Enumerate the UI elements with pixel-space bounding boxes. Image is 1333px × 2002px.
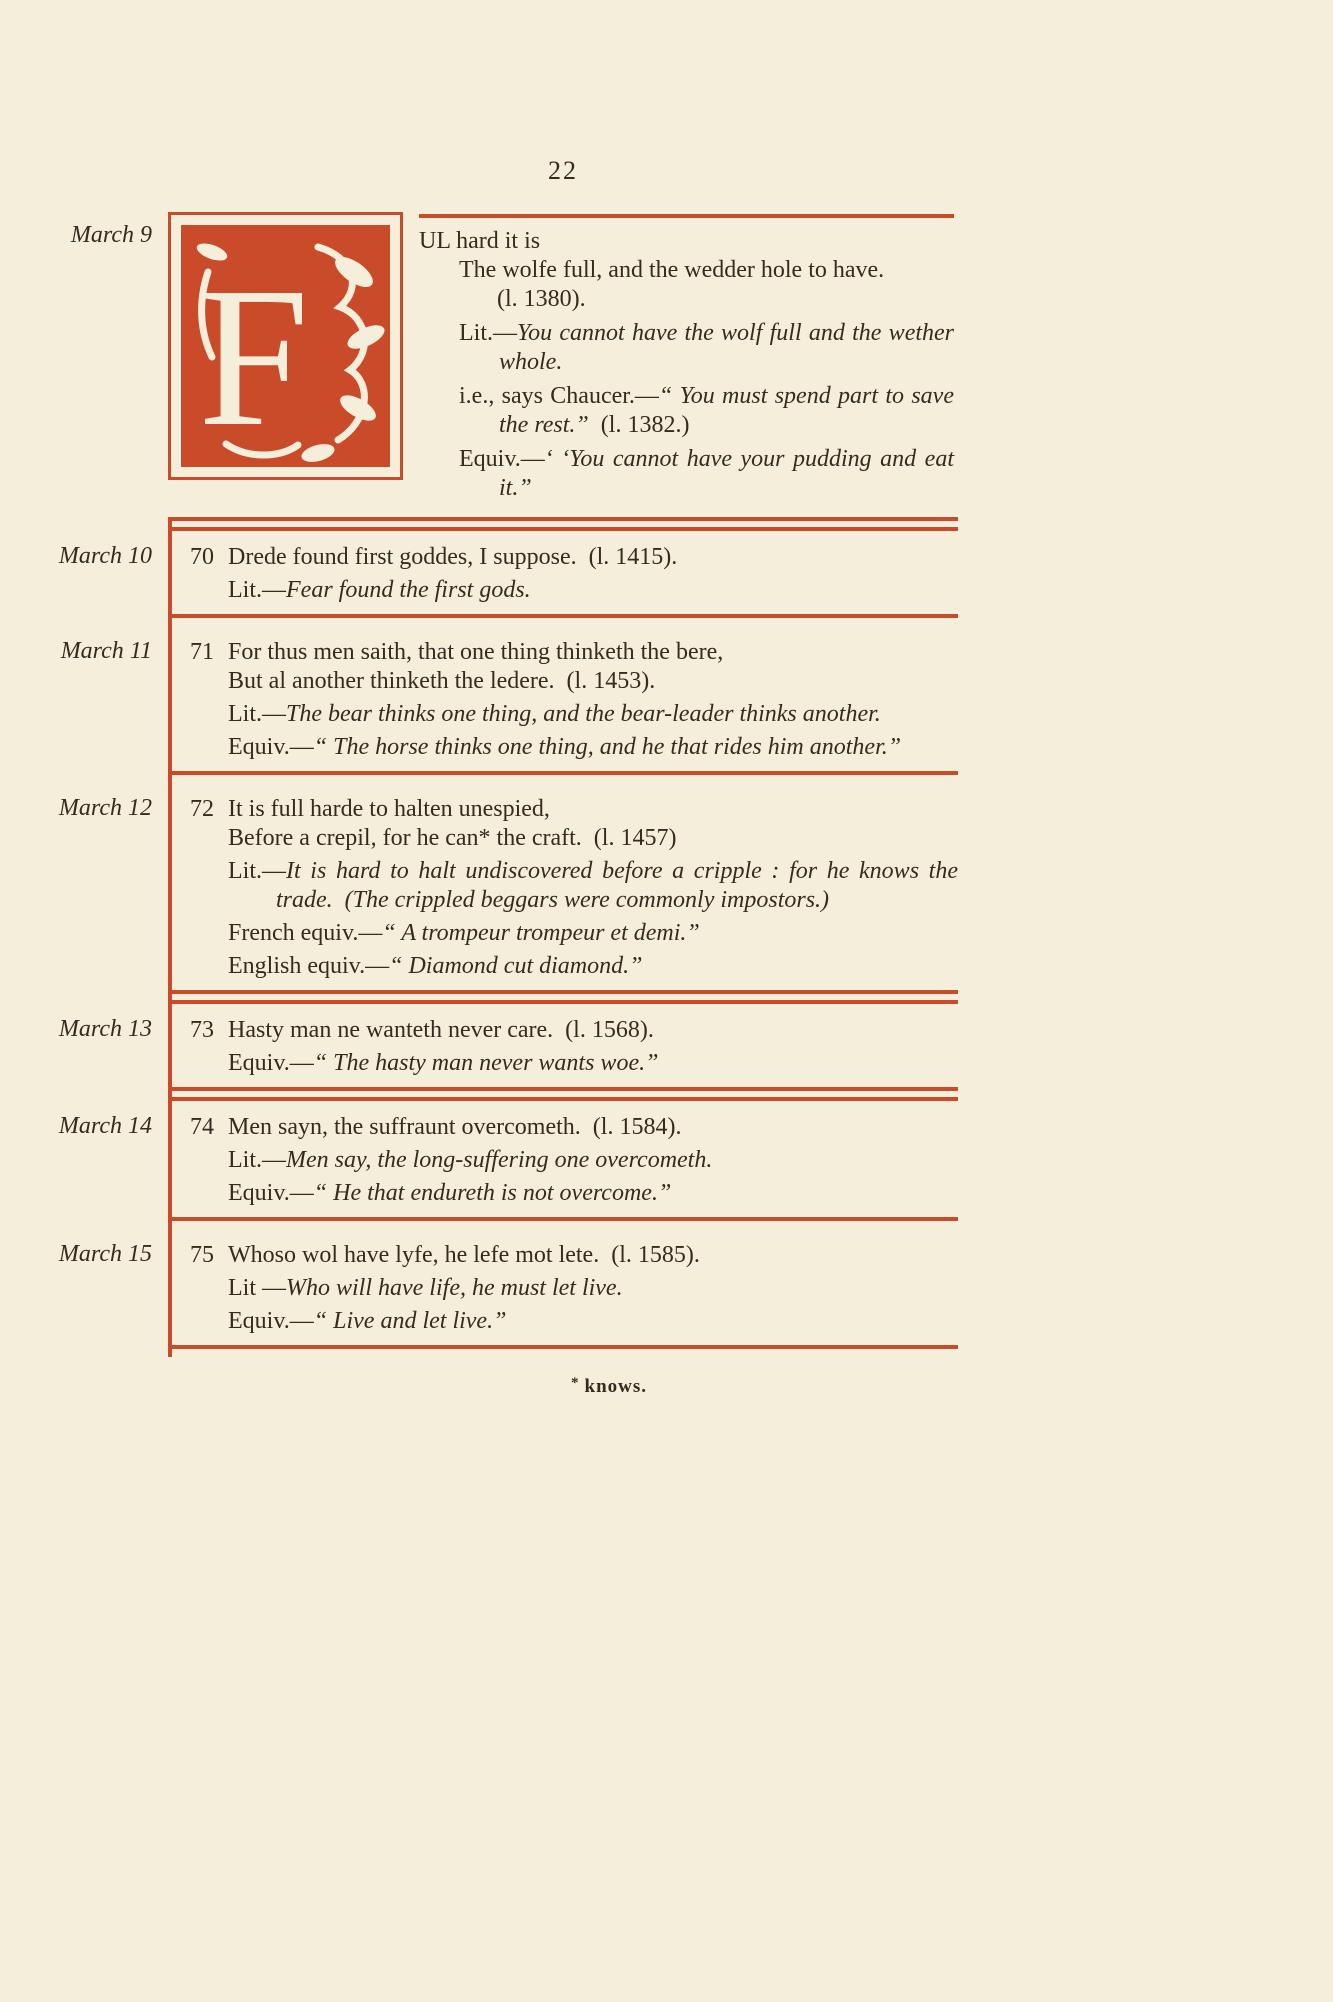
- gloss-segment: “ He that endureth is not overcome.”: [313, 1180, 672, 1206]
- rule-spacer: [46, 517, 168, 531]
- horizontal-rule: [168, 771, 958, 783]
- page-number: 22: [548, 156, 578, 185]
- entry-date-cell: [46, 212, 168, 503]
- entry-body: [168, 212, 958, 503]
- entry-text: [228, 795, 958, 981]
- entry-body: [168, 1004, 958, 1087]
- gloss-segment: Fear found the first gods.: [286, 577, 531, 603]
- entry-date: March 14: [58, 1113, 152, 1139]
- horizontal-rule: [168, 614, 958, 626]
- verse-line: The wolfe full, and the wedder hole to have.: [459, 257, 885, 283]
- entry-date: March 11: [60, 638, 152, 664]
- gloss-paragraph: [459, 382, 954, 440]
- proverb-entry: [190, 543, 958, 605]
- gloss-paragraph: [228, 919, 958, 948]
- entry-text: [228, 1241, 958, 1336]
- entry-date: March 9: [70, 222, 152, 248]
- gloss-segment: “ A trompeur trompeur et demi.”: [382, 920, 700, 946]
- gloss-paragraph: [228, 1274, 958, 1303]
- verse-line: Hasty man ne wanteth never care. (l. 1568).: [228, 1017, 654, 1043]
- rule-line: [172, 1345, 958, 1349]
- gloss-segment: “ The horse thinks one thing, and he that rides him another.”: [313, 734, 902, 760]
- gloss-segment: “ Live and let live.”: [313, 1308, 507, 1334]
- entry-number: 71: [190, 639, 214, 665]
- gloss-segment: English equiv.—: [228, 953, 390, 979]
- verse-line: UL hard it is: [419, 228, 541, 254]
- entry-body: [168, 1101, 958, 1217]
- gloss-segment: Lit.—: [228, 858, 286, 884]
- entry-body: [168, 531, 958, 614]
- gloss-segment: ‘ ‘You cannot have your pudding and eat it.”: [499, 446, 954, 501]
- entry-text: [228, 1113, 958, 1208]
- gloss-segment: You cannot have the wolf full and the wether whole.: [499, 320, 954, 375]
- gloss-paragraph: [459, 445, 954, 503]
- rule-spacer: [46, 771, 168, 783]
- gloss-segment: Lit.—: [228, 577, 286, 603]
- lower-section: [46, 517, 958, 1357]
- entry-number: 70: [190, 544, 214, 570]
- entry-date-cell: [46, 626, 168, 771]
- rule-line: [172, 771, 958, 775]
- gloss-segment: French equiv.—: [228, 920, 383, 946]
- horizontal-rule: [168, 517, 958, 531]
- gloss-paragraph: [228, 1307, 958, 1336]
- verse-line: Men sayn, the suffraunt overcometh. (l. 1584).: [228, 1114, 682, 1140]
- rule-spacer: [46, 1087, 168, 1101]
- gloss-segment: “ The hasty man never wants woe.”: [313, 1050, 659, 1076]
- verse-line: For thus men saith, that one thing thinketh the bere,: [228, 639, 724, 665]
- gloss-paragraph: [228, 1049, 958, 1078]
- entry-date-cell: [46, 783, 168, 990]
- gloss-segment: Equiv.—: [228, 1050, 314, 1076]
- proverb-entry: [190, 638, 958, 762]
- drop-cap-svg: [168, 212, 403, 480]
- entry-body: [168, 626, 958, 771]
- gloss-paragraph: [228, 857, 958, 915]
- entry-date-cell: [46, 1229, 168, 1345]
- entry-date-cell: [46, 1101, 168, 1217]
- entry-number: 72: [190, 796, 214, 822]
- entry-date-cell: [46, 1004, 168, 1087]
- rule-line: [172, 614, 958, 618]
- entry-march9: [46, 212, 958, 503]
- rule-line: [172, 517, 958, 521]
- line-reference: (l. 1380).: [497, 286, 586, 312]
- gloss-segment: Who will have life, he must let live.: [286, 1275, 623, 1301]
- gloss-paragraph: [228, 1146, 958, 1175]
- horizontal-rule: [168, 1345, 958, 1357]
- proverb-entry: [190, 1113, 958, 1208]
- entry-date: March 10: [58, 543, 152, 569]
- gloss-segment: Equiv.—: [228, 1308, 314, 1334]
- gloss-paragraph: [228, 952, 958, 981]
- gloss-segment: Lit.—: [459, 320, 517, 346]
- footnote-text: knows.: [584, 1376, 647, 1397]
- gloss-segment: “ Diamond cut diamond.”: [389, 953, 643, 979]
- entry-body: [168, 1229, 958, 1345]
- gloss-segment: Equiv.—: [228, 1180, 314, 1206]
- gloss-segment: Equiv.—: [228, 734, 314, 760]
- gloss-segment: Men say, the long-suffering one overcometh.: [286, 1147, 713, 1173]
- gloss-segment: Equiv.—: [459, 446, 545, 472]
- ornate-initial-icon: [168, 212, 403, 480]
- entry-text: [419, 212, 958, 503]
- rule-spacer: [46, 990, 168, 1004]
- footnote-marker: *: [571, 1375, 580, 1391]
- rule-spacer: [46, 614, 168, 626]
- proverb-entry: [190, 1016, 958, 1078]
- entry-date: March 12: [58, 795, 152, 821]
- verse-line: Whoso wol have lyfe, he lefe mot lete. (l. 1585).: [228, 1242, 700, 1268]
- footnote: [214, 1375, 1004, 1398]
- gloss-segment: (l. 1382.): [588, 412, 690, 438]
- entry-number: 75: [190, 1242, 214, 1268]
- verse-line: Drede found first goddes, I suppose. (l. 1415).: [228, 544, 678, 570]
- verse-line: Before a crepil, for he can* the craft. (l. 1457): [228, 825, 677, 851]
- entry-text: [228, 1016, 958, 1078]
- rule-line: [172, 1087, 958, 1091]
- entry-date: March 15: [58, 1241, 152, 1267]
- rule-line: [172, 990, 958, 994]
- gloss-segment: Lit.—: [228, 701, 286, 727]
- page-body: [46, 212, 958, 1398]
- gloss-segment: Lit.—: [228, 1147, 286, 1173]
- proverb-entry: [190, 1241, 958, 1336]
- gloss-segment: The bear thinks one thing, and the bear-leader thinks another.: [286, 701, 881, 727]
- rule-spacer: [46, 1217, 168, 1229]
- entry-body: [168, 783, 958, 990]
- horizontal-rule: [168, 990, 958, 1004]
- horizontal-rule: [168, 1087, 958, 1101]
- entry-text: [228, 638, 958, 762]
- rule-spacer: [46, 1345, 168, 1357]
- gloss-paragraph: [228, 1179, 958, 1208]
- gloss-paragraph: [459, 319, 954, 377]
- gloss-paragraph: [228, 700, 958, 729]
- gloss-segment: “ You must spend part to save the rest.”: [499, 383, 954, 438]
- m9-subs: [419, 319, 954, 503]
- gloss-paragraph: [228, 733, 958, 762]
- gloss-segment: It is hard to halt undiscovered before a cripple : for he knows the trade. (The crippled beggars were commonly impostors.): [276, 858, 958, 913]
- gloss-segment: Lit —: [228, 1275, 286, 1301]
- gloss-paragraph: [228, 576, 958, 605]
- horizontal-rule: [419, 214, 954, 218]
- gloss-segment: i.e., says Chaucer.—: [459, 383, 659, 409]
- entry-text: [228, 543, 958, 605]
- entry-number: 73: [190, 1017, 214, 1043]
- entry-number: 74: [190, 1114, 214, 1140]
- horizontal-rule: [168, 1217, 958, 1229]
- entry-date-cell: [46, 531, 168, 614]
- rule-line: [172, 1217, 958, 1221]
- entry-date: March 13: [58, 1016, 152, 1042]
- verse-line: It is full harde to halten unespied,: [228, 796, 550, 822]
- proverb-entry: [190, 795, 958, 981]
- verse-line: But al another thinketh the ledere. (l. 1453).: [228, 668, 656, 694]
- initial-letter: F: [198, 247, 310, 468]
